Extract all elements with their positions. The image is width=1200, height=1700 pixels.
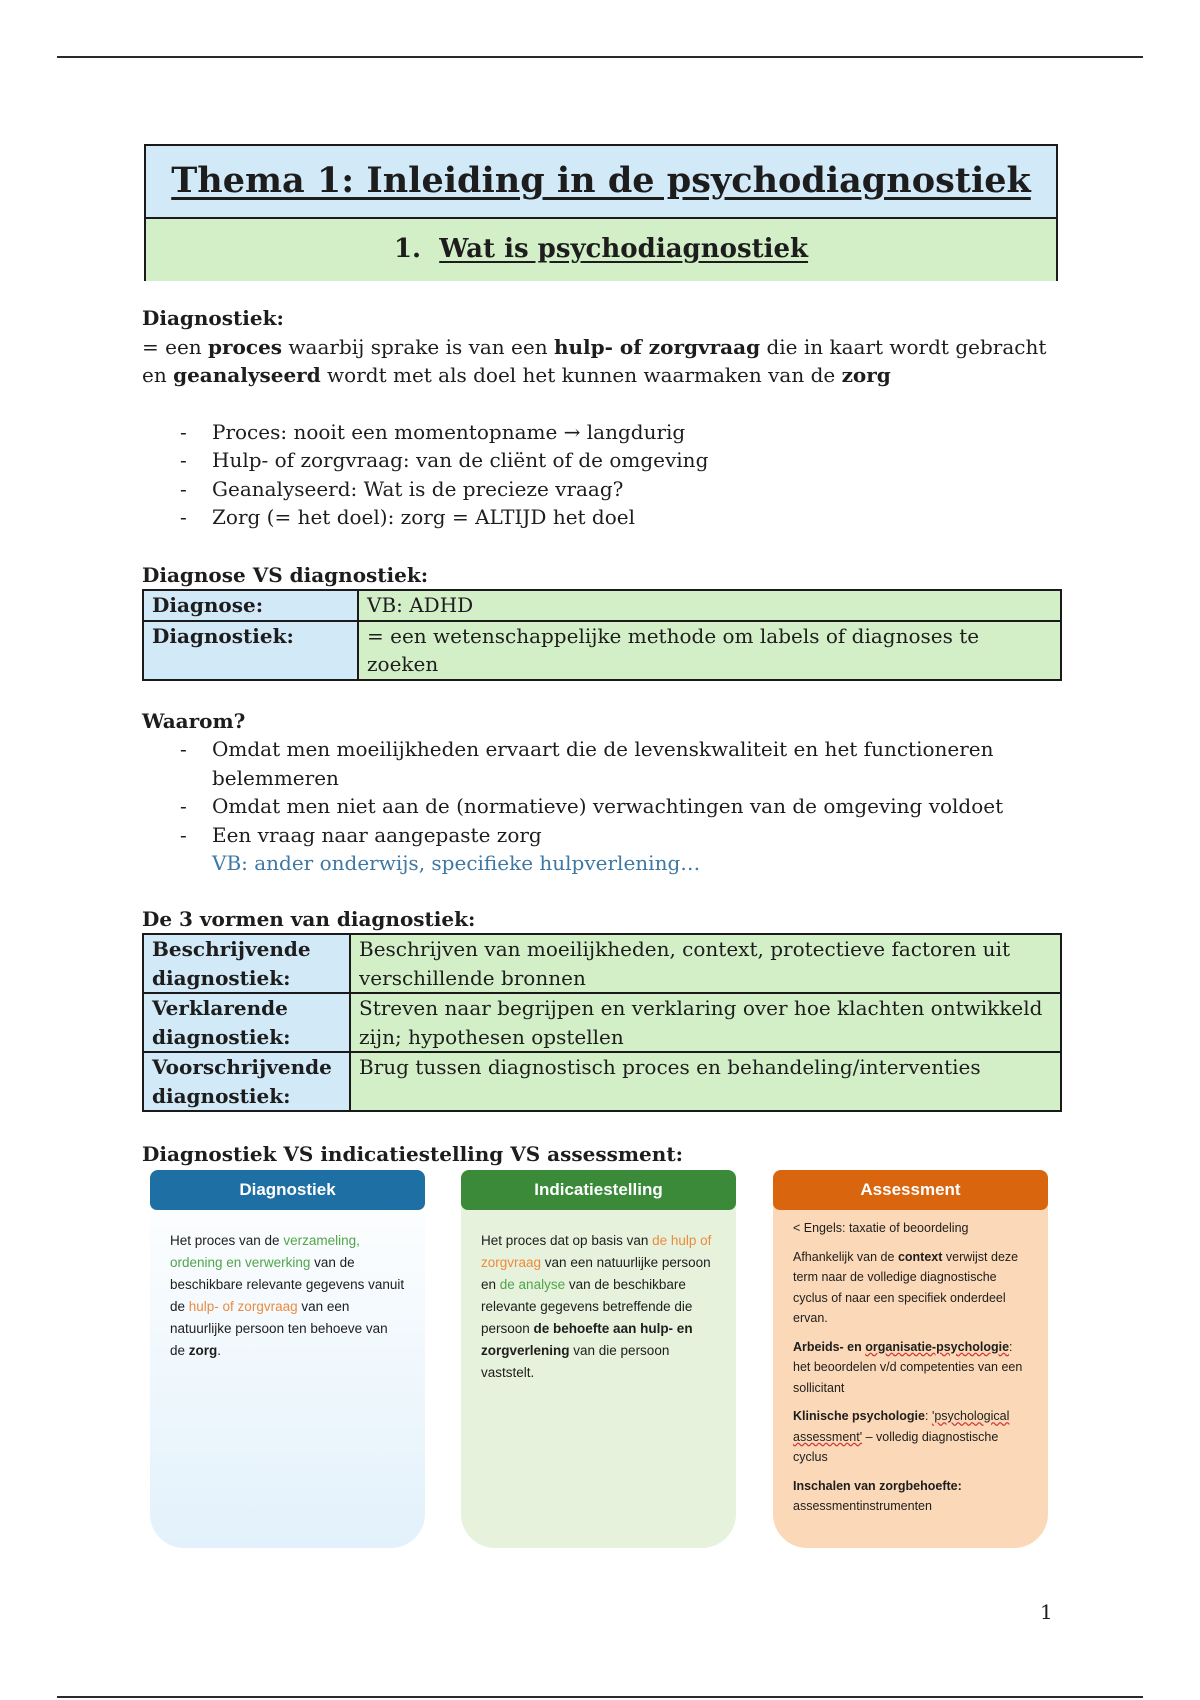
diagnose-vs-heading: Diagnose VS diagnostiek: [142, 562, 429, 587]
table-key: Voorschrijvende diagnostiek: [143, 1052, 350, 1111]
table-key: Beschrijvende diagnostiek: [143, 934, 350, 993]
table-row [143, 590, 1061, 621]
card-diagnostiek [150, 1170, 425, 1548]
header-rule [57, 56, 1143, 58]
card-body: Het proces van de verzameling, ordening en verwerking van de beschikbare relevante gegevens vanuit de hulp- of zorgvraag van een natuurlijke persoon ten behoeve van de zorg. [170, 1233, 405, 1358]
section-title [146, 219, 1056, 281]
card-body: Het proces dat op basis van de hulp of zorgvraag van een natuurlijke persoon en de analyse van de beschikbare relevante gegevens betreffende die persoon de behoefte aan hulp- en zorgverlening van die persoon vaststelt. [481, 1233, 712, 1380]
table-key: Diagnostiek: [143, 621, 358, 680]
example-text: VB: ander onderwijs, specifieke hulpverlening… [212, 851, 701, 875]
vs-heading: Diagnostiek VS indicatiestelling VS assessment: [142, 1142, 683, 1166]
list-item: - Geanalyseerd: Wat is de precieze vraag? [180, 475, 1062, 504]
waarom-list [180, 735, 1062, 878]
list-item: - Omdat men niet aan de (normatieve) verwachtingen van de omgeving voldoet [180, 792, 1062, 821]
table-row [143, 621, 1061, 680]
waarom-heading: Waarom? [142, 708, 246, 733]
vormen-heading: De 3 vormen van diagnostiek: [142, 906, 476, 931]
vormen-table [142, 933, 1062, 1112]
table-value: = een wetenschappelijke methode om labels of diagnoses te zoeken [358, 621, 1061, 680]
list-item: - Proces: nooit een momentopname → langdurig [180, 418, 1062, 447]
section-number: 1. [393, 234, 422, 264]
table-value: Streven naar begrijpen en verklaring over hoe klachten ontwikkeld zijn; hypothesen opstellen [350, 993, 1061, 1052]
table-key: Verklarende diagnostiek: [143, 993, 350, 1052]
page-number: 1 [1040, 1600, 1053, 1624]
main-content [142, 304, 1062, 1169]
footer-rule [57, 1696, 1143, 1698]
card-title: Diagnostiek [150, 1170, 425, 1210]
diagnostiek-list [180, 418, 1062, 532]
table-row [143, 934, 1061, 993]
title-box [144, 144, 1058, 281]
diagnostiek-definition: = een proces waarbij sprake is van een hulp- of zorgvraag die in kaart wordt gebracht en geanalyseerd wordt met als doel het kunnen waarmaken van de zorg [142, 334, 1047, 387]
table-value: Beschrijven van moeilijkheden, context, protectieve factoren uit verschillende bronnen [350, 934, 1061, 993]
list-item: - Hulp- of zorgvraag: van de cliënt of de omgeving [180, 446, 1062, 475]
card-body: < Engels: taxatie of beoordeling Afhankelijk van de context verwijst deze term naar de volledige diagnostische cyclus of naar een specifiek onderdeel ervan. Arbeids- en organisatie-psychologie: het beoordelen v/d competenties van een sollicitant Klinische psychologie: 'psychological assessment' – volledig diagnostische cyclus Inschalen van zorgbehoefte: assessmentinstrumenten [793, 1221, 1023, 1513]
card-title: Indicatiestelling [461, 1170, 736, 1210]
card-indicatiestelling [461, 1170, 736, 1548]
list-item: - Zorg (= het doel): zorg = ALTIJD het doel [180, 503, 1062, 532]
diagnostiek-heading: Diagnostiek: [142, 306, 284, 330]
table-row [143, 993, 1061, 1052]
page-title: Thema 1: Inleiding in de psychodiagnostiek [146, 146, 1056, 219]
table-key: Diagnose: [143, 590, 358, 621]
diagnose-table [142, 589, 1062, 681]
comparison-cards [148, 1170, 1048, 1550]
section-title-text: Wat is psychodiagnostiek [439, 234, 809, 264]
table-row [143, 1052, 1061, 1111]
list-item: - Een vraag naar aangepaste zorg VB: ander onderwijs, specifieke hulpverlening… [180, 821, 1062, 878]
list-item: - Omdat men moeilijkheden ervaart die de levenskwaliteit en het functioneren belemmeren [180, 735, 1062, 792]
table-value: VB: ADHD [358, 590, 1061, 621]
card-title: Assessment [773, 1170, 1048, 1210]
card-assessment [773, 1170, 1048, 1548]
table-value: Brug tussen diagnostisch proces en behandeling/interventies [350, 1052, 1061, 1111]
